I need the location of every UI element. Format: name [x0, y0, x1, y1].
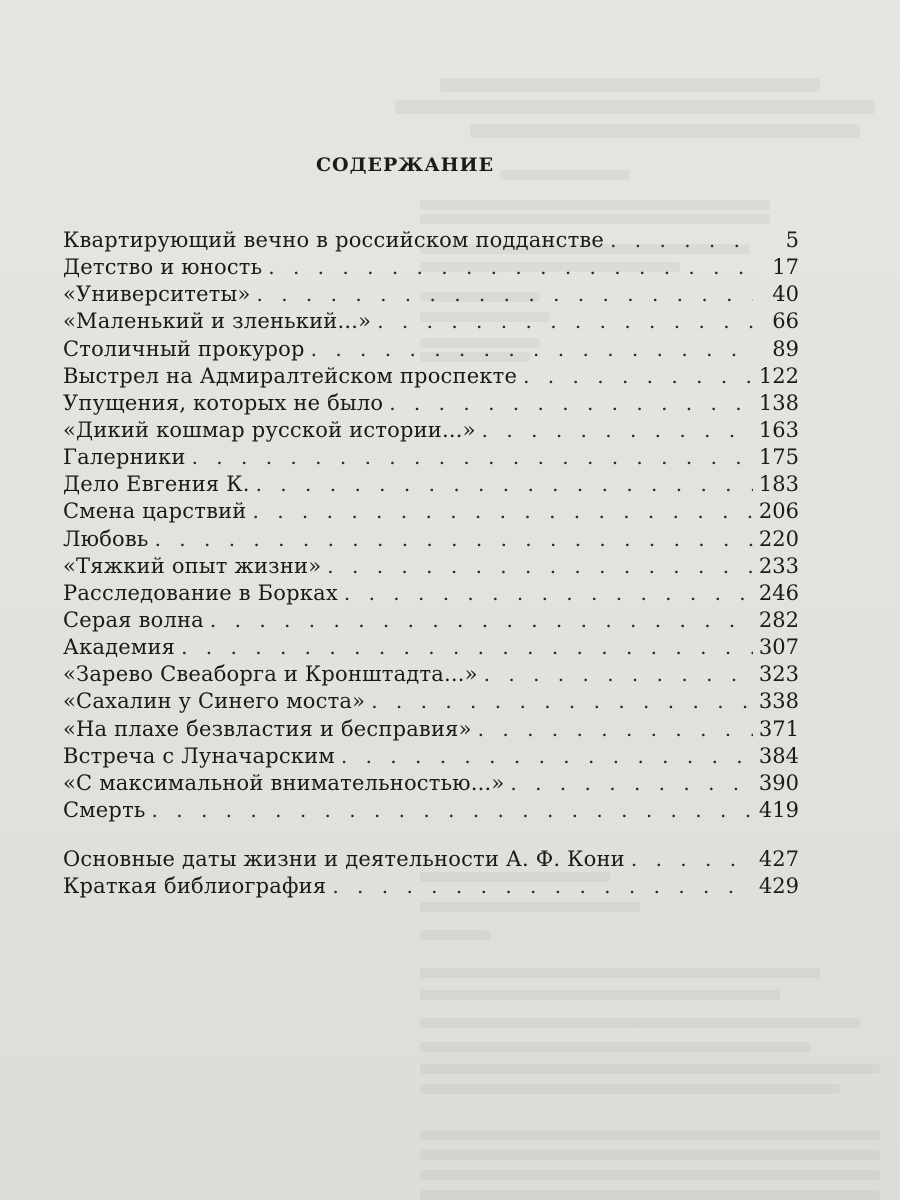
dot-leader: [523, 364, 753, 388]
dot-leader: [311, 337, 753, 361]
toc-entry-page: 307: [758, 635, 799, 660]
toc-entry: [63, 635, 799, 662]
toc-entry-page: 17: [772, 255, 799, 280]
toc-entry-title: Академия: [63, 635, 176, 660]
toc-entry-page: 163: [758, 417, 799, 442]
dot-leader: [327, 554, 753, 578]
dot-leader: [482, 418, 753, 442]
toc-entry-page: 429: [758, 874, 799, 899]
toc-entry: [63, 608, 799, 635]
dot-leader: [631, 847, 753, 871]
toc-entry-page: 183: [758, 472, 799, 497]
dot-leader: [155, 527, 753, 551]
toc-entry: [63, 255, 799, 282]
dot-leader: [332, 874, 753, 898]
toc-entry-title: Квартирующий вечно в российском подданстве: [63, 228, 605, 252]
toc-entry: [63, 472, 799, 499]
toc-entry-page: 5: [785, 228, 799, 252]
toc-entry: [63, 717, 799, 744]
toc-entry-page: 122: [758, 363, 799, 388]
toc-entry: [63, 527, 799, 554]
toc-entry: [63, 554, 799, 581]
contents-heading: СОДЕРЖАНИЕ: [315, 154, 495, 176]
toc-entry: [63, 337, 799, 364]
toc-entry-title: Основные даты жизни и деятельности А. Ф. Кони: [63, 847, 625, 872]
toc-entry: [63, 847, 799, 874]
toc-entry-title: Галерники: [63, 445, 186, 470]
toc-entry-title: «Тяжкий опыт жизни»: [63, 553, 322, 578]
dot-leader: [478, 717, 753, 741]
toc-entry: [63, 445, 799, 472]
toc-entry-page: 390: [758, 770, 799, 795]
toc-entry-page: 323: [758, 662, 799, 687]
toc-entry-title: Детство и юность: [63, 255, 263, 280]
dot-leader: [610, 228, 753, 252]
toc-entry-title: Выстрел на Адмиралтейском проспекте: [63, 363, 518, 388]
toc-entry-page: 138: [758, 390, 799, 415]
toc-entry-title: «Университеты»: [63, 282, 251, 307]
dot-leader: [210, 608, 753, 632]
toc-entry-title: Краткая библиография: [63, 874, 327, 899]
toc-entry-title: «Зарево Свеаборга и Кронштадта...»: [63, 662, 478, 687]
toc-entry: [63, 744, 799, 771]
dot-leader: [192, 445, 753, 469]
toc-entry-page: 206: [758, 499, 799, 524]
toc-entry-page: 66: [772, 309, 799, 334]
table-of-contents: [63, 228, 799, 901]
dot-leader: [181, 635, 753, 659]
toc-entry: [63, 689, 799, 716]
dot-leader: [152, 798, 753, 822]
toc-entry-title: Упущения, которых не было: [63, 390, 384, 415]
toc-entry-title: Расследование в Борках: [63, 580, 338, 605]
toc-entry: [63, 499, 799, 526]
toc-entry-title: Смена царствий: [63, 499, 247, 524]
dot-leader: [257, 282, 754, 306]
toc-entry: [63, 874, 799, 901]
toc-entry: [63, 662, 799, 689]
toc-entry-page: 384: [758, 743, 799, 768]
dot-leader: [484, 662, 753, 686]
toc-entry: [63, 798, 799, 825]
toc-entry-title: Встреча с Луначарским: [63, 743, 335, 768]
toc-entry: [63, 418, 799, 445]
toc-entry-page: 282: [758, 607, 799, 632]
toc-entry-title: Любовь: [63, 526, 149, 551]
toc-entry-page: 40: [772, 282, 799, 307]
toc-entry-title: Смерть: [63, 797, 146, 822]
toc-entry-title: «Сахалин у Синего моста»: [63, 689, 366, 714]
dot-leader: [256, 472, 753, 496]
toc-entry-title: «На плахе безвластия и бесправия»: [63, 716, 472, 741]
toc-entry: [63, 282, 799, 309]
toc-entry: [63, 581, 799, 608]
toc-entry-title: Столичный прокурор: [63, 336, 305, 361]
toc-entry: [63, 391, 799, 418]
dot-leader: [510, 771, 753, 795]
dot-leader: [389, 391, 753, 415]
toc-entry-title: «Маленький и зленький...»: [63, 309, 372, 334]
toc-entry: [63, 228, 799, 255]
toc-entry-page: 419: [758, 797, 799, 822]
toc-entry-title: «Дикий кошмар русской истории...»: [63, 417, 476, 442]
toc-entry-page: 220: [758, 526, 799, 551]
toc-entry: [63, 364, 799, 391]
toc-entry: [63, 771, 799, 798]
dot-leader: [341, 744, 753, 768]
dot-leader: [344, 581, 753, 605]
toc-entry-title: Серая волна: [63, 607, 204, 632]
toc-entry-page: 246: [758, 580, 799, 605]
toc-entry-page: 338: [758, 689, 799, 714]
toc-entry-page: 371: [758, 716, 799, 741]
toc-entry-page: 427: [758, 847, 799, 872]
toc-entry-page: 233: [758, 553, 799, 578]
dot-leader: [268, 255, 753, 279]
toc-entry-page: 89: [772, 336, 799, 361]
dot-leader: [371, 689, 753, 713]
dot-leader: [252, 499, 752, 523]
toc-entry-title: Дело Евгения К.: [63, 472, 250, 497]
toc-entry: [63, 309, 799, 336]
toc-entry-title: «С максимальной внимательностью...»: [63, 770, 505, 795]
dot-leader: [377, 309, 753, 333]
toc-entry-page: 175: [758, 445, 799, 470]
